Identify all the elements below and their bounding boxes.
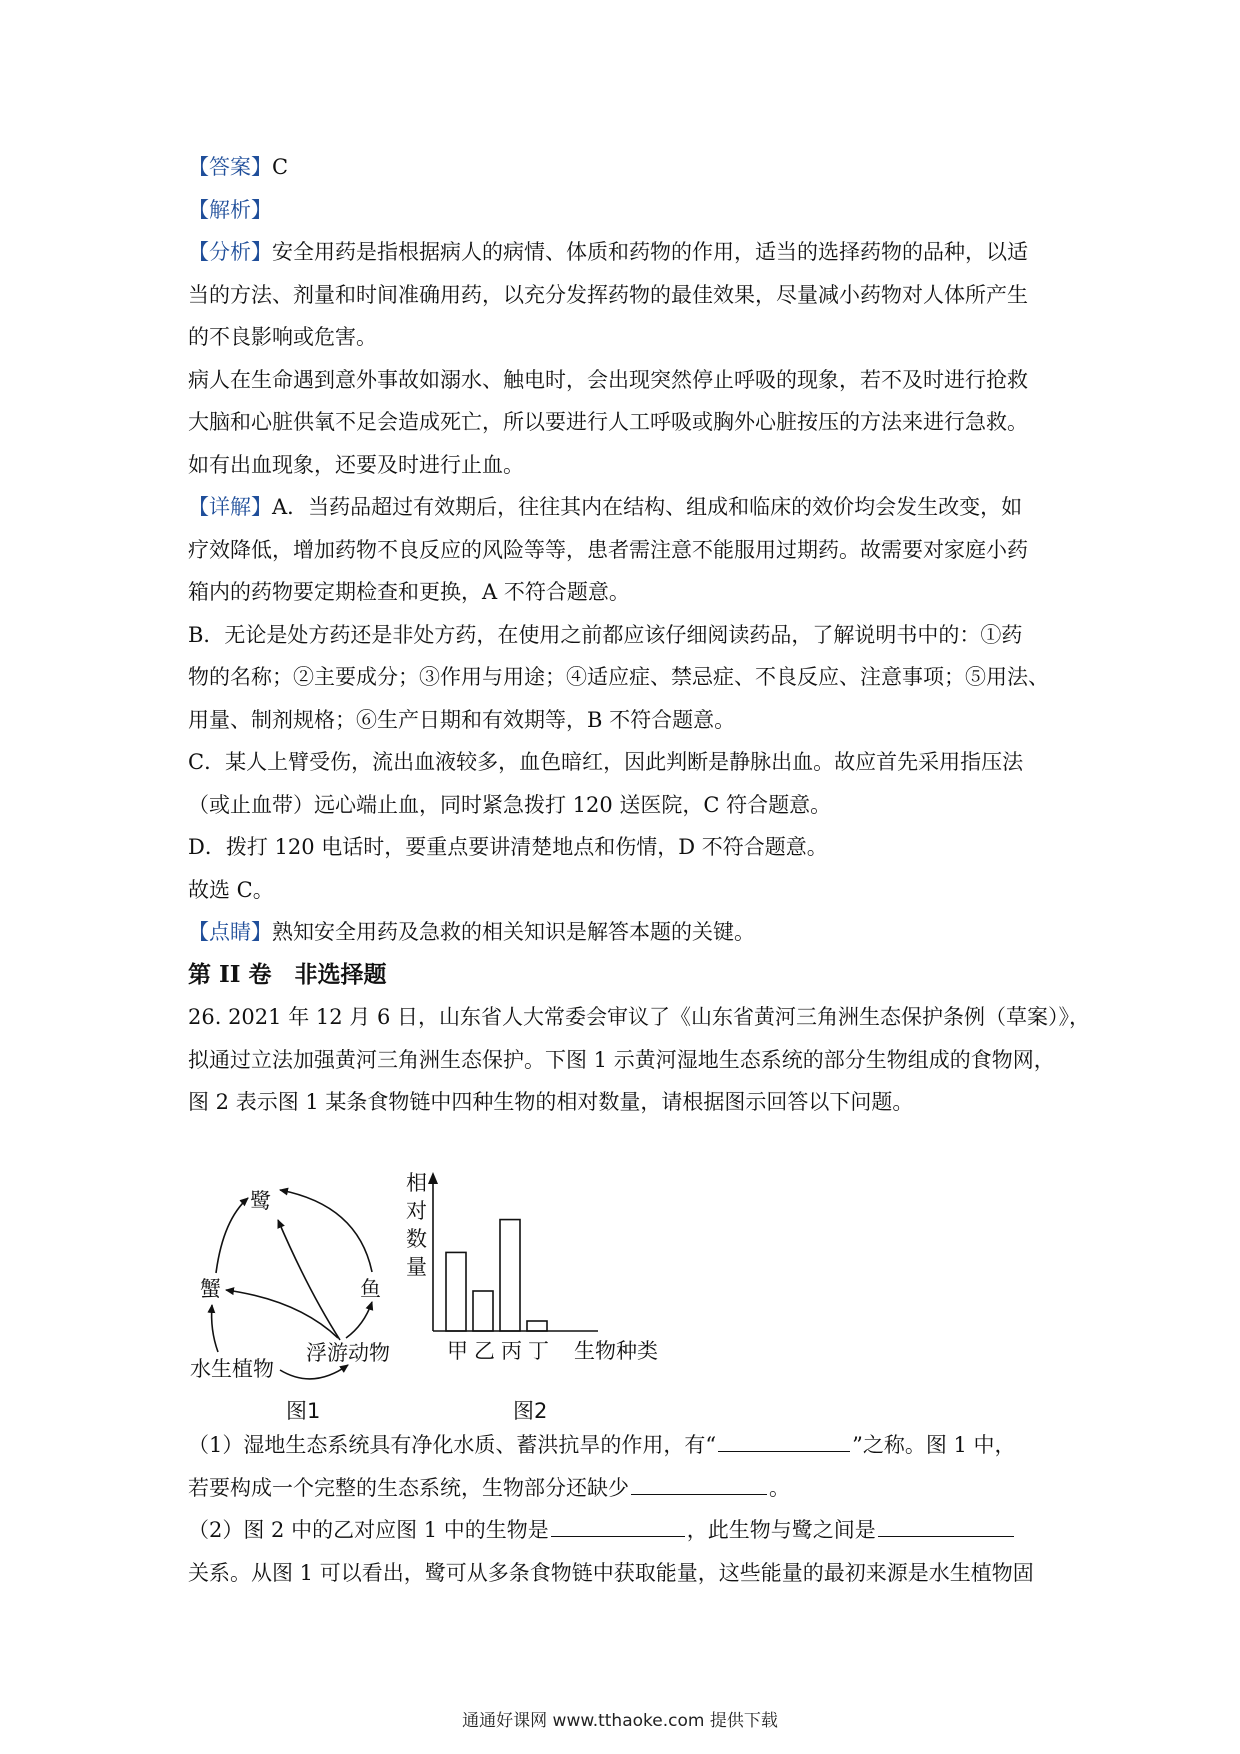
q2-text-a: （2）图 2 中的乙对应图 1 中的生物是 [188, 1518, 549, 1542]
line-text: A．当药品超过有效期后，往往其内在结构、组成和临床的效价均会发生改变，如 [272, 495, 1023, 519]
text-line [188, 571, 1058, 614]
x-tick-label: 丙 [501, 1339, 522, 1363]
line-text: （或止血带）远心端止血，同时紧急拨打 120 送医院，C 符合题意。 [188, 792, 832, 817]
bar-0 [446, 1252, 466, 1331]
arrow-zooplankton-crab [226, 1290, 338, 1338]
x-axis-label: 生物种类 [574, 1339, 658, 1363]
arrow-crab-heron [216, 1198, 248, 1273]
q2-text-c: 关系。从图 1 可以看出，鹭可从多条食物链中获取能量，这些能量的最初来源是水生植物固 [188, 1560, 1034, 1585]
node-zooplankton: 浮游动物 [306, 1341, 390, 1365]
arrow-fish-heron [280, 1190, 372, 1272]
bar-1 [473, 1291, 493, 1331]
line-text: 安全用药是指根据病人的病情、体质和药物的作用，适当的选择药物的品种，以适 [272, 240, 1028, 264]
figure-svg [188, 1160, 888, 1420]
question-intro-line: 图 2 表示图 1 某条食物链中四种生物的相对数量，请根据图示回答以下问题。 [188, 1090, 914, 1114]
y-axis-arrow [428, 1172, 438, 1184]
x-tick-label: 甲 [447, 1339, 468, 1363]
section-tag: 【答案】 [188, 155, 272, 179]
text-line [188, 741, 1058, 784]
line-text: 箱内的药物要定期检查和更换，A 不符合题意。 [188, 580, 630, 604]
x-tick-label: 丁 [528, 1339, 549, 1363]
line-text: 故选 C。 [188, 877, 274, 902]
line-text: D．拨打 120 电话时，要重点要讲清楚地点和伤情，D 不符合题意。 [188, 835, 828, 859]
text-line [188, 911, 1058, 954]
line-text: 物的名称；②主要成分；③作用与用途；④适应症、禁忌症、不良反应、注意事项；⑤用法、 [188, 665, 1049, 689]
question-intro-line: 26. 2021 年 12 月 6 日，山东省人大常委会审议了《山东省黄河三角洲生态保护条例（草案）》， [188, 1005, 1090, 1029]
q1-text-d: 。 [769, 1475, 790, 1500]
q2-text-b: ，此生物与鹭之间是 [686, 1518, 876, 1542]
text-line [188, 699, 1058, 742]
text-line [188, 189, 1058, 232]
q2-line2 [188, 1552, 1068, 1595]
figure2-caption: 图2 [513, 1399, 548, 1420]
q2-blank-2[interactable] [878, 1535, 1014, 1537]
analysis-text-block [188, 146, 1090, 1124]
line-text: 用量、制剂规格；⑥生产日期和有效期等，B 不符合题意。 [188, 707, 736, 732]
arrow-zooplankton-heron [278, 1220, 340, 1340]
line-text: 大脑和心脏供氧不足会造成死亡，所以要进行人工呼吸或胸外心脏按压的方法来进行急救。 [188, 410, 1028, 434]
q1-blank-2[interactable] [631, 1493, 767, 1495]
node-heron: 鹭 [250, 1189, 271, 1213]
section-title: 第 II 卷 非选择题 [188, 960, 387, 988]
question-intro-line: 拟通过立法加强黄河三角洲生态保护。下图 1 示黄河湿地生态系统的部分生物组成的食物网， [188, 1047, 1055, 1072]
text-line [188, 656, 1058, 699]
text-line [188, 444, 1058, 487]
text-line [188, 529, 1058, 572]
bar-3 [527, 1321, 547, 1331]
q1-blank-1[interactable] [718, 1450, 850, 1452]
page-footer: 通通好课网 www.tthaoke.com 提供下载 [462, 1711, 778, 1731]
q1-text-a: （1）湿地生态系统具有净化水质、蓄洪抗旱的作用，有“ [188, 1433, 717, 1457]
q2-blank-1[interactable] [551, 1535, 685, 1537]
text-line [188, 359, 1058, 402]
node-crab: 蟹 [200, 1277, 221, 1301]
section-tag: 【点睛】 [188, 920, 272, 944]
text-line [188, 146, 1058, 189]
section-tag: 【解析】 [188, 197, 272, 222]
line-text: C [272, 155, 289, 179]
y-label-char: 相 [406, 1171, 427, 1195]
q1-line2 [188, 1467, 1068, 1510]
line-text: B．无论是处方药还是非处方药，在使用之前都应该仔细阅读药品，了解说明书中的：①药 [188, 622, 1023, 647]
text-line [188, 274, 1058, 317]
q1-text-c: 若要构成一个完整的生态系统，生物部分还缺少 [188, 1475, 629, 1500]
x-tick-label: 乙 [474, 1339, 495, 1363]
relative-quantity-chart [406, 1171, 658, 1420]
node-plant: 水生植物 [190, 1357, 274, 1381]
node-fish: 鱼 [360, 1277, 381, 1301]
y-axis-label [406, 1171, 427, 1279]
arrow-plant-zooplankton [280, 1365, 348, 1379]
text-line [188, 401, 1058, 444]
bar-2 [500, 1220, 520, 1331]
q2-line1 [188, 1509, 1068, 1552]
line-text: 当的方法、剂量和时间准确用药，以充分发挥药物的最佳效果，尽量减小药物对人体所产生 [188, 282, 1028, 307]
figures [188, 1160, 888, 1420]
section-tag: 【详解】 [188, 495, 272, 519]
text-line [188, 614, 1058, 657]
text-line [188, 231, 1058, 274]
y-label-char: 对 [406, 1199, 427, 1223]
arrow-plant-crab [212, 1305, 218, 1352]
y-label-char: 数 [406, 1227, 427, 1251]
figure1-caption: 图1 [286, 1399, 321, 1420]
q1-line1 [188, 1424, 1068, 1467]
line-text: 熟知安全用药及急救的相关知识是解答本题的关键。 [272, 920, 755, 944]
line-text: C．某人上臂受伤，流出血液较多，血色暗红，因此判断是静脉出血。故应首先采用指压法 [188, 750, 1024, 774]
arrow-zooplankton-fish [346, 1302, 372, 1338]
text-line [188, 486, 1058, 529]
q1-text-b: ”之称。图 1 中， [852, 1433, 1016, 1457]
section-tag: 【分析】 [188, 240, 272, 264]
text-line [188, 826, 1058, 869]
y-label-char: 量 [406, 1255, 427, 1279]
text-line [188, 869, 1058, 912]
line-text: 疗效降低，增加药物不良反应的风险等等，患者需注意不能服用过期药。故需要对家庭小药 [188, 537, 1028, 562]
text-line [188, 316, 1058, 359]
food-web-diagram [190, 1189, 390, 1420]
line-text: 的不良影响或危害。 [188, 325, 377, 349]
line-text: 病人在生命遇到意外事故如溺水、触电时，会出现突然停止呼吸的现象，若不及时进行抢救 [188, 367, 1028, 392]
text-line [188, 784, 1058, 827]
line-text: 如有出血现象，还要及时进行止血。 [188, 452, 524, 477]
question-parts [188, 1424, 1068, 1594]
